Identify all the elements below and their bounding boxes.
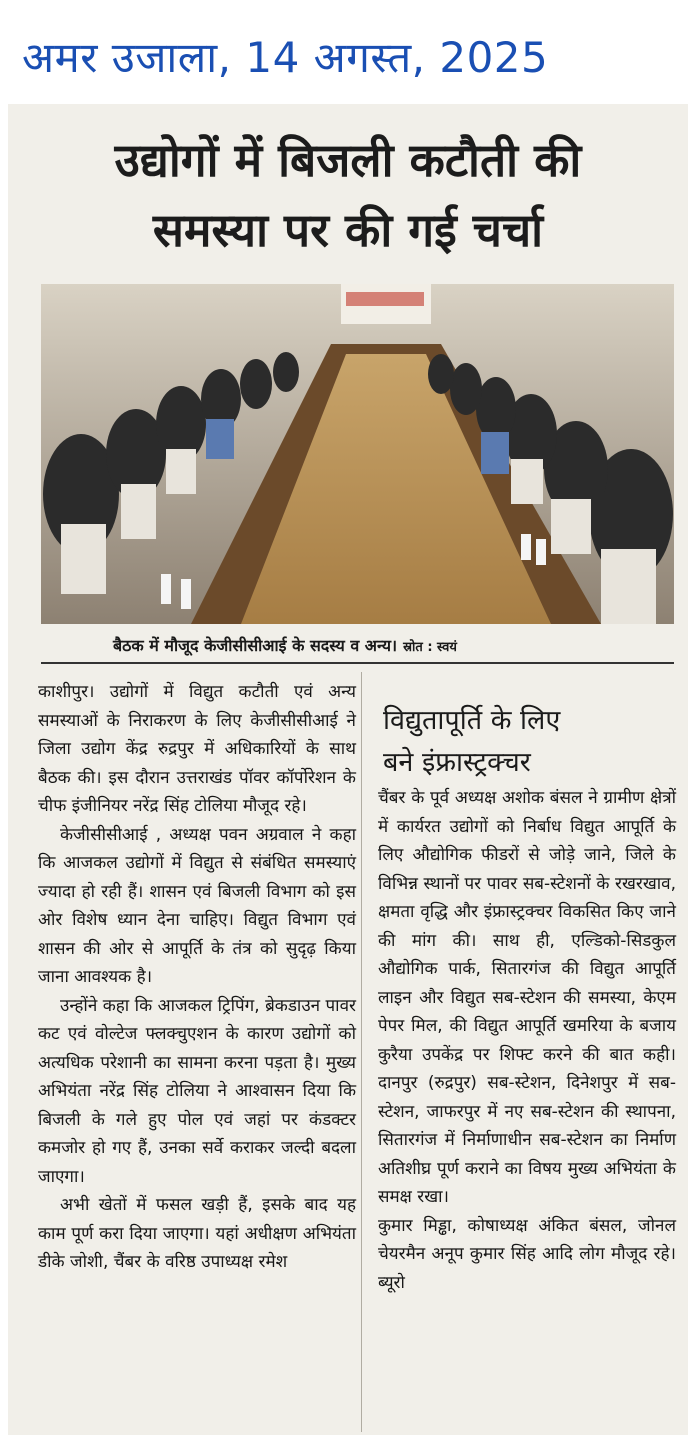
- subheading-line-1: विद्युतापूर्ति के लिए: [383, 705, 561, 736]
- right-paragraph-2: कुमार मिड्ढा, कोषाध्यक्ष अंकित बंसल, जोनल चेयरमैन अनूप कुमार सिंह आदि लोग मौजूद रहे। ब्यूरो: [378, 1215, 676, 1293]
- subheading-line-2: बने इंफ्रास्ट्रक्चर: [383, 747, 531, 778]
- left-paragraph-1: काशीपुर। उद्योगों में विद्युत कटौती एवं अन्य समस्याओं के निराकरण के लिए केजीसीसीआई ने जिला उद्योग केंद्र रुद्रपुर में अधिकारियों के साथ बैठक की। इस दौरान उत्तराखंड पॉवर कॉर्पोरेशन के चीफ इंजीनियर नरेंद्र सिंह टोलिया मौजूद रहे।: [38, 682, 356, 816]
- column-divider: [361, 672, 362, 1432]
- photo-caption: [113, 634, 683, 656]
- right-paragraph-1: चैंबर के पूर्व अध्यक्ष अशोक बंसल ने ग्रामीण क्षेत्रों में कार्यरत उद्योगों को निर्बाध विद्युत आपूर्ति के लिए औद्योगिक फीडरों से जोड़े जाने, जिले के विभिन्न स्थानों पर पावर सब-स्टेशनों के रखरखाव, क्षमता वृद्धि और इंफ्रास्ट्रक्चर विकसित किए जाने की मांग की। साथ ही, एल्डिको-सिडकुल औद्योगिक पार्क, सितारगंज की विद्युत आपूर्ति लाइन और विद्युत सब-स्टेशन की समस्या, केएम पेपर मिल, की विद्युत आपूर्ति खमरिया के बजाय कुरैया उपकेंद्र पर शिफ्ट करने की बात कही। दानपुर (रुद्रपुर) सब-स्टेशन, दिनेशपुर में सब-स्टेशन, जाफरपुर में नए सब-स्टेशन की स्थापना, सितारगंज में निर्माणाधीन सब-स्टेशन का निर्माण अतिशीघ्र पूर्ण कराने का विषय मुख्य अभियंता के समक्ष रखा।: [378, 788, 676, 1207]
- caption-source: स्रोत : स्वयं: [403, 640, 457, 655]
- caption-divider: [41, 662, 674, 664]
- meeting-photo: [41, 284, 674, 624]
- masthead-title: अमर उजाला, 14 अगस्त, 2025: [22, 33, 549, 82]
- left-paragraph-4: अभी खेतों में फसल खड़ी हैं, इसके बाद यह काम पूर्ण करा दिया जाएगा। यहां अधीक्षण अभियंता डीके जोशी, चैंबर के वरिष्ठ उपाध्यक्ष रमेश: [38, 1195, 356, 1272]
- headline-line-1: उद्योगों में बिजली कटौती की: [114, 133, 582, 187]
- meeting-photo-illustration: [41, 284, 674, 624]
- newspaper-clipping: [8, 104, 688, 1435]
- headline-line-2: समस्या पर की गई चर्चा: [152, 203, 544, 257]
- masthead: [0, 0, 694, 100]
- left-paragraph-2: केजीसीसीआई , अध्यक्ष पवन अग्रवाल ने कहा कि आजकल उद्योगों में विद्युत से संबंधित समस्याएं ज्यादा हो रही हैं। शासन एवं बिजली विभाग को इस ओर विशेष ध्यान देना चाहिए। विद्युत विभाग एवं शासन की ओर से आपूर्ति के तंत्र को सुदृढ़ किया जाना आवश्यक है।: [38, 824, 356, 987]
- subheading: [383, 700, 560, 784]
- left-column: [38, 678, 356, 1277]
- left-paragraph-3: उन्होंने कहा कि आजकल ट्रिपिंग, ब्रेकडाउन पावर कट एवं वोल्टेज फ्लक्चुएशन के कारण उद्योगों को अत्यधिक परेशानी का सामना करना पड़ता है। मुख्य अभियंता नरेंद्र सिंह टोलिया ने आश्वासन दिया कि बिजली के गले हुए पोल एवं जहां पर कंडक्टर कमजोर हो गए हैं, उनका सर्वे कराकर जल्दी बदला जाएगा।: [38, 995, 356, 1187]
- right-column: [378, 784, 676, 1297]
- caption-text: बैठक में मौजूद केजीसीसीआई के सदस्य व अन्य।: [113, 636, 398, 655]
